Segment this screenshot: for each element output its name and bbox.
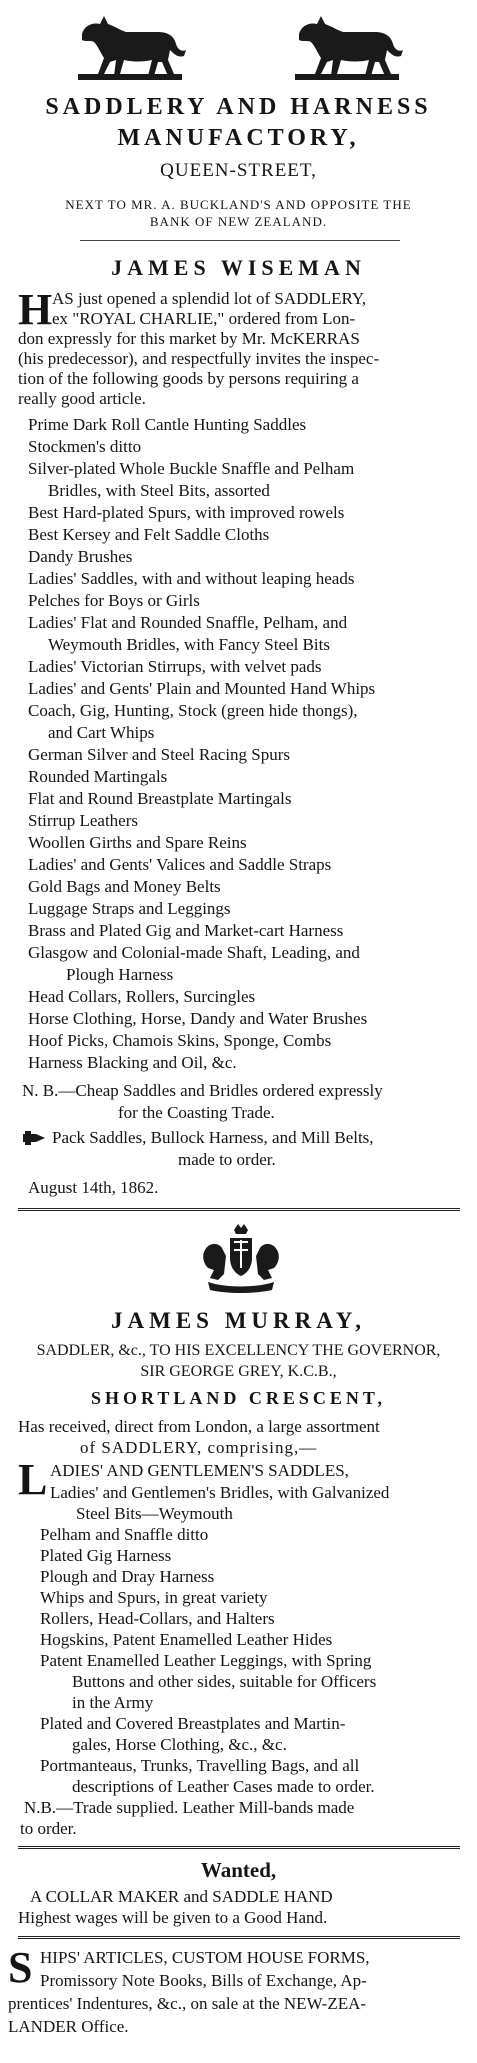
- murray-item: Plough and Dray Harness: [40, 1567, 215, 1586]
- goods-item: Harness Blacking and Oil, &c.: [28, 1053, 237, 1072]
- goods-item: Ladies' Saddles, with and without leaping heads: [28, 569, 355, 588]
- goods-item: Coach, Gig, Hunting, Stock (green hide thongs),: [28, 701, 358, 720]
- wanted-line: A COLLAR MAKER and SADDLE HAND: [30, 1887, 333, 1906]
- murray-item: to order.: [20, 1819, 77, 1838]
- murray-item: Portmanteaus, Trunks, Travelling Bags, and all: [40, 1756, 360, 1775]
- advertisement-date: August 14th, 1862.: [28, 1178, 159, 1197]
- murray-dropcap: L: [18, 1455, 48, 1504]
- ships-line: HIPS' ARTICLES, CUSTOM HOUSE FORMS,: [40, 1948, 370, 1967]
- goods-item: Woollen Girths and Spare Reins: [28, 833, 247, 852]
- murray-item: gales, Horse Clothing, &c., &c.: [72, 1735, 287, 1754]
- appointment-line: SIR GEORGE GREY, K.C.B.,: [140, 1363, 337, 1380]
- goods-item: and Cart Whips: [48, 723, 155, 742]
- section-divider: [18, 1936, 460, 1939]
- murray-item: Plated and Covered Breastplates and Martin-: [40, 1714, 346, 1733]
- horse-engraving-left-icon: [70, 4, 190, 84]
- received-line: of SADDLERY, comprising,—: [80, 1438, 318, 1457]
- goods-item: Pelches for Boys or Girls: [28, 591, 200, 610]
- shop-address: SHORTLAND CRESCENT,: [90, 1388, 387, 1408]
- murray-item: Rollers, Head-Collars, and Halters: [40, 1609, 275, 1628]
- section-divider: [18, 1208, 460, 1211]
- intro-line: AS just opened a splendid lot of SADDLERY,: [52, 289, 367, 308]
- goods-item: Ladies' and Gents' Valices and Saddle Straps: [28, 855, 332, 874]
- murray-item: Plated Gig Harness: [40, 1546, 172, 1565]
- goods-item: German Silver and Steel Racing Spurs: [28, 745, 291, 764]
- goods-item: Glasgow and Colonial-made Shaft, Leading, and: [28, 943, 360, 962]
- goods-item: Hoof Picks, Chamois Skins, Sponge, Combs: [28, 1031, 332, 1050]
- received-line: Has received, direct from London, a large assortment: [18, 1417, 380, 1436]
- murray-item: Ladies' and Gentlemen's Bridles, with Galvanized: [50, 1483, 390, 1502]
- goods-item: Ladies' and Gents' Plain and Mounted Hand Whips: [28, 679, 376, 698]
- goods-item: Luggage Straps and Leggings: [28, 899, 231, 918]
- goods-item: Stockmen's ditto: [28, 437, 142, 456]
- street-name: QUEEN-STREET,: [160, 160, 317, 181]
- goods-item: Weymouth Bridles, with Fancy Steel Bits: [48, 635, 330, 654]
- pack-saddles-line: made to order.: [178, 1150, 276, 1169]
- ships-dropcap: S: [8, 1943, 33, 1992]
- location-line-1: NEXT TO MR. A. BUCKLAND'S AND OPPOSITE THE: [65, 197, 412, 212]
- goods-item: Dandy Brushes: [28, 547, 133, 566]
- appointment-line: SADDLER, &c., TO HIS EXCELLENCY THE GOVERNOR,: [36, 1342, 441, 1359]
- pointing-hand-icon: [22, 1130, 46, 1146]
- murray-item: in the Army: [72, 1693, 154, 1712]
- goods-item: Ladies' Flat and Rounded Snaffle, Pelham, and: [28, 613, 348, 632]
- goods-item: Bridles, with Steel Bits, assorted: [48, 481, 270, 500]
- murray-item: N.B.—Trade supplied. Leather Mill-bands made: [24, 1798, 355, 1817]
- nota-bene-line: N. B.—Cheap Saddles and Bridles ordered expressly: [22, 1081, 383, 1100]
- royal-coat-of-arms-icon: [196, 1222, 286, 1294]
- goods-item: Stirrup Leathers: [28, 811, 138, 830]
- location-line-2: BANK OF NEW ZEALAND.: [149, 214, 328, 229]
- proprietor-name: JAMES WISEMAN: [111, 255, 366, 280]
- ships-line: prentices' Indentures, &c., on sale at the NEW-ZEA-: [8, 1994, 367, 2013]
- wanted-heading: Wanted,: [200, 1858, 277, 1882]
- goods-item: Plough Harness: [66, 965, 174, 984]
- title-saddlery: SADDLERY AND HARNESS: [45, 94, 432, 120]
- ships-line: LANDER Office.: [8, 2017, 129, 2036]
- intro-line: tion of the following goods by persons requiring a: [18, 369, 359, 388]
- goods-item: Best Kersey and Felt Saddle Cloths: [28, 525, 270, 544]
- goods-item: Gold Bags and Money Belts: [28, 877, 221, 896]
- saddler-name: JAMES MURRAY,: [111, 1308, 366, 1333]
- intro-line: (his predecessor), and respectfully invites the inspec-: [18, 349, 380, 368]
- murray-item: descriptions of Leather Cases made to order.: [72, 1777, 375, 1796]
- murray-item: Whips and Spurs, in great variety: [40, 1588, 268, 1607]
- murray-item: Steel Bits—Weymouth: [76, 1504, 233, 1523]
- ships-line: Promissory Note Books, Bills of Exchange, Ap-: [40, 1971, 367, 1990]
- goods-item: Ladies' Victorian Stirrups, with velvet pads: [28, 657, 322, 676]
- goods-item: Brass and Plated Gig and Market-cart Harness: [28, 921, 344, 940]
- murray-item: Buttons and other sides, suitable for Officers: [72, 1672, 377, 1691]
- murray-item: Hogskins, Patent Enamelled Leather Hides: [40, 1630, 333, 1649]
- intro-dropcap: H: [18, 285, 53, 334]
- section-divider: [18, 1846, 460, 1849]
- divider: [80, 240, 400, 241]
- murray-item: Patent Enamelled Leather Leggings, with Spring: [40, 1651, 372, 1670]
- goods-item: Horse Clothing, Horse, Dandy and Water Brushes: [28, 1009, 368, 1028]
- intro-line: don expressly for this market by Mr. McKERRAS: [18, 329, 360, 348]
- goods-item: Best Hard-plated Spurs, with improved rowels: [28, 503, 345, 522]
- pack-saddles-line: Pack Saddles, Bullock Harness, and Mill Belts,: [52, 1128, 374, 1147]
- nota-bene-line: for the Coasting Trade.: [118, 1103, 275, 1122]
- intro-line: really good article.: [18, 389, 146, 408]
- wanted-line: Highest wages will be given to a Good Hand.: [18, 1908, 328, 1927]
- goods-item: Prime Dark Roll Cantle Hunting Saddles: [28, 415, 307, 434]
- goods-item: Head Collars, Rollers, Surcingles: [28, 987, 256, 1006]
- horse-engraving-right-icon: [287, 4, 407, 84]
- intro-line: ex "ROYAL CHARLIE," ordered from Lon-: [52, 309, 356, 328]
- murray-first-line: ADIES' AND GENTLEMEN'S SADDLES,: [50, 1461, 349, 1480]
- goods-item: Silver-plated Whole Buckle Snaffle and Pelham: [28, 459, 355, 478]
- murray-item: Pelham and Snaffle ditto: [40, 1525, 209, 1544]
- goods-item: Flat and Round Breastplate Martingals: [28, 789, 292, 808]
- title-manufactory: MANUFACTORY,: [117, 125, 360, 151]
- goods-item: Rounded Martingals: [28, 767, 168, 786]
